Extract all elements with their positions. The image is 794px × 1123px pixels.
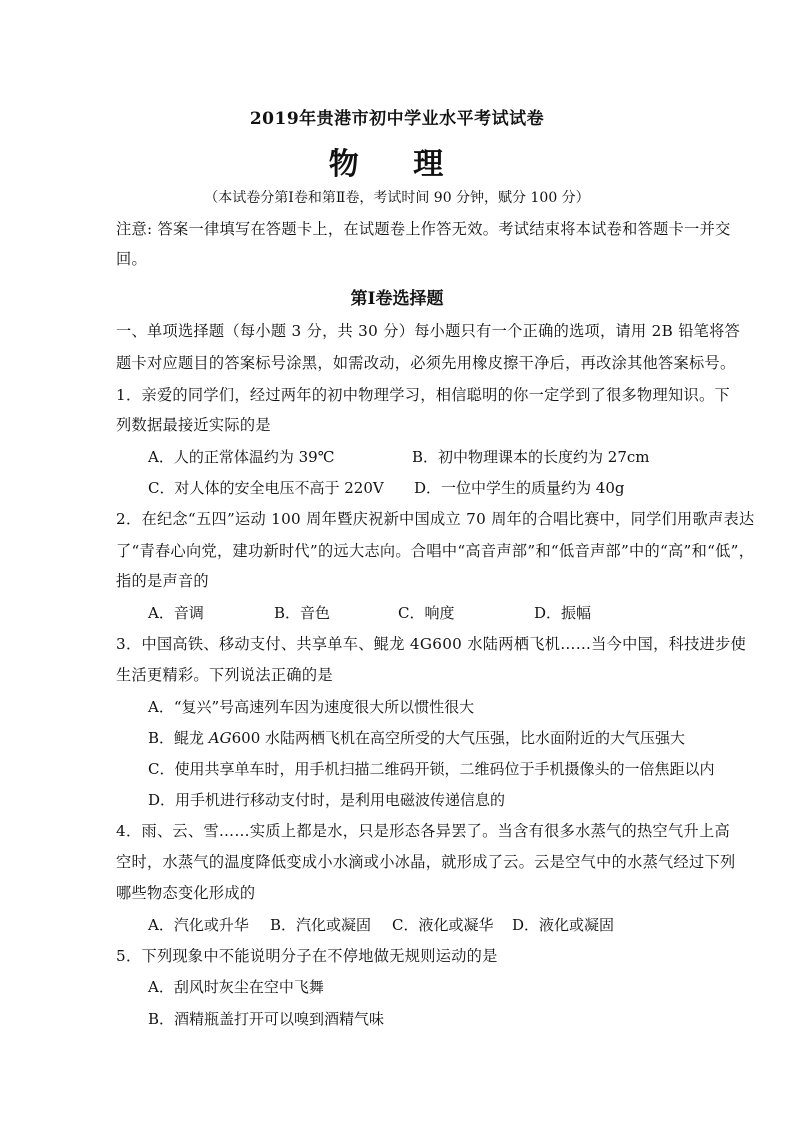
q2-option-d: D．振幅 <box>534 604 592 622</box>
exam-title: 2019年贵港市初中学业水平考试试卷 <box>249 109 545 129</box>
q4-stem-line-1: 4．雨、云、雪……实质上都是水，只是形态各异罢了。当含有很多水蒸气的热空气升上高 <box>116 822 730 840</box>
q3-option-b <box>148 727 685 748</box>
instruction-line-2: 题卡对应题目的答案标号涂黑，如需改动，必须先用橡皮擦干净后，再改涂其他答案标号。 <box>116 354 736 372</box>
q4-option-c: C．液化或凝华 <box>392 916 494 934</box>
q2-stem-line-1: 2．在纪念“五四”运动 100 周年暨庆祝新中国成立 70 周年的合唱比赛中，同学们用歌声表达 <box>116 510 755 528</box>
exam-info: （本试卷分第Ⅰ卷和第Ⅱ卷，考试时间 90 分钟，赋分 100 分） <box>204 190 590 206</box>
q2-stem-line-3: 指的是声音的 <box>116 572 209 590</box>
q4-option-b: B．汽化或凝固 <box>270 916 372 934</box>
q5-option-b: B．酒精瓶盖打开可以嗅到酒精气味 <box>148 1010 385 1028</box>
subject-title: 物 理 <box>328 147 466 182</box>
q2-option-c: C．响度 <box>398 604 455 622</box>
section-title: 第Ⅰ卷选择题 <box>350 289 444 309</box>
q2-option-a: A．音调 <box>148 604 204 622</box>
q1-option-b: B．初中物理课本的长度约为 27cm <box>412 448 650 466</box>
q5-stem-line-1: 5．下列现象中不能说明分子在不停地做无规则运动的是 <box>116 947 498 965</box>
notice-line-2: 回。 <box>116 250 147 268</box>
q4-stem-line-3: 哪些物态变化形成的 <box>116 884 256 902</box>
q3-option-b-model: AG <box>208 729 232 747</box>
q3-option-d: D．用手机进行移动支付时，是利用电磁波传递信息的 <box>148 791 506 809</box>
q3-option-b-prefix: B．鲲龙 <box>148 729 209 747</box>
q1-stem-line-1: 1．亲爱的同学们，经过两年的初中物理学习，相信聪明的你一定学到了很多物理知识。下 <box>116 386 730 404</box>
q4-option-d: D．液化或凝固 <box>512 916 615 934</box>
instruction-line-1: 一、单项选择题（每小题 3 分，共 30 分）每小题只有一个正确的选项，请用 2B 铅笔将答 <box>116 322 741 340</box>
q3-stem-line-1: 3．中国高铁、移动支付、共享单车、鲲龙 4G600 水陆两栖飞机……当今中国，科技进步使 <box>116 635 747 653</box>
q3-option-c: C．使用共享单车时，用手机扫描二维码开锁，二维码位于手机摄像头的一倍焦距以内 <box>148 760 715 778</box>
q1-option-c: C．对人体的安全电压不高于 220V <box>148 479 384 497</box>
q2-option-b: B．音色 <box>274 604 331 622</box>
q2-stem-line-2: 了“青春心向党，建功新时代”的远大志向。合唱中“高音声部”和“低音声部”中的“高”和“低”， <box>116 542 755 560</box>
q1-option-a: A．人的正常体温约为 39℃ <box>148 448 335 466</box>
q3-stem-line-2: 生活更精彩。下列说法正确的是 <box>116 666 333 684</box>
notice-line-1: 注意: 答案一律填写在答题卡上，在试题卷上作答无效。考试结束将本试卷和答题卡一并交 <box>116 220 731 238</box>
q3-option-b-rest: 600 水陆两栖飞机在高空所受的大气压强，比水面附近的大气压强大 <box>231 729 686 747</box>
q1-option-d: D．一位中学生的质量约为 40g <box>414 479 625 497</box>
q1-stem-line-2: 列数据最接近实际的是 <box>116 416 271 434</box>
q3-option-a: A．“复兴”号高速列车因为速度很大所以惯性很大 <box>148 698 475 716</box>
q4-stem-line-2: 空时，水蒸气的温度降低变成小水滴或小冰晶，就形成了云。云是空气中的水蒸气经过下列 <box>116 853 736 871</box>
q5-option-a: A．刮风时灰尘在空中飞舞 <box>148 978 324 996</box>
q4-option-a: A．汽化或升华 <box>148 916 249 934</box>
